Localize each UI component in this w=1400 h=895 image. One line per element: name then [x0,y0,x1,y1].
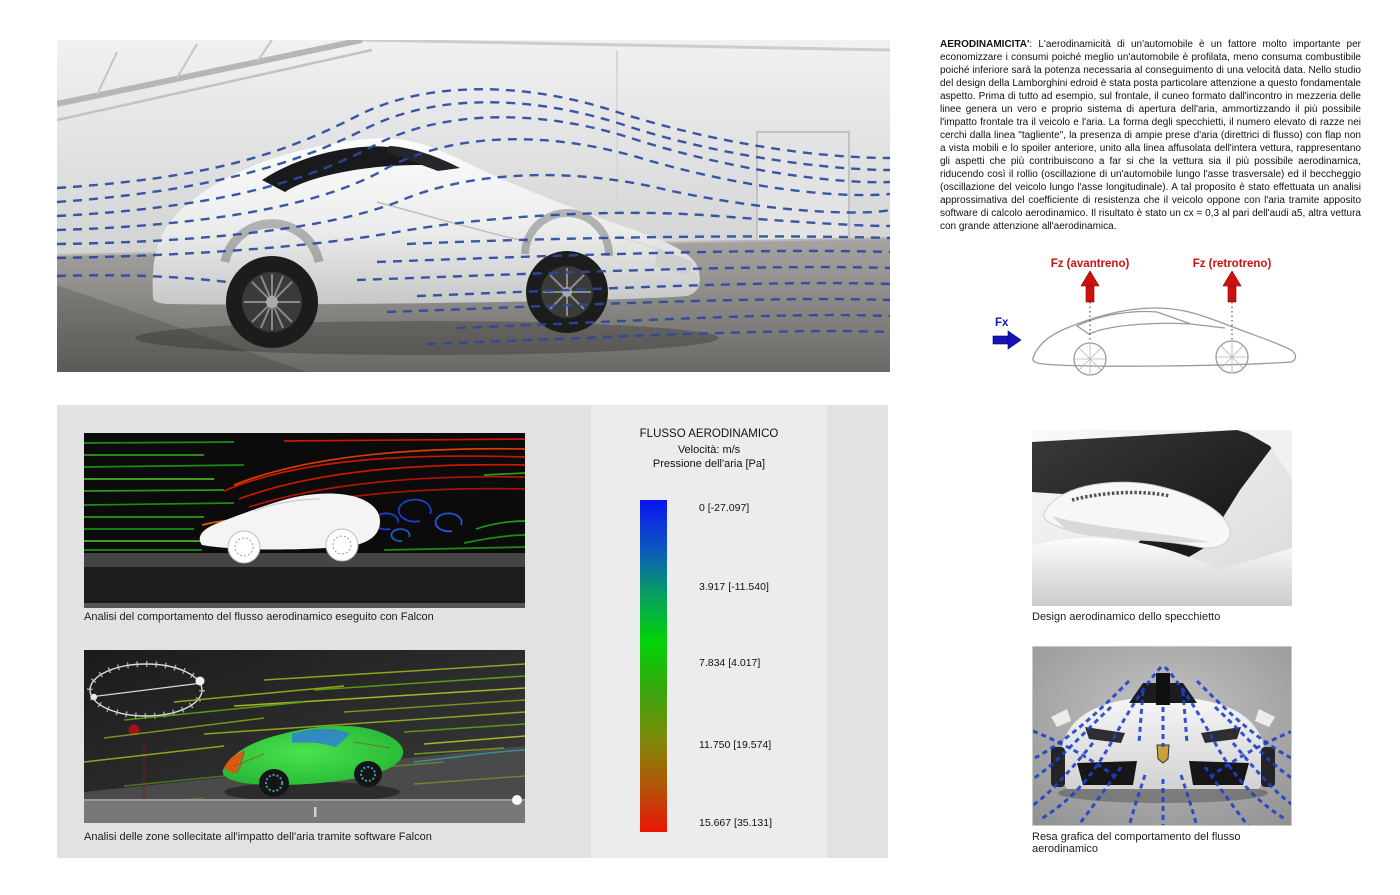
fx-arrow-icon [993,331,1021,349]
cfd-pressure-image [84,650,525,823]
gray-strip [827,405,888,858]
legend-tick: 11.750 [19.574] [699,739,772,751]
legend-title: FLUSSO AERODINAMICO [639,428,779,440]
caption-front-flow: Resa grafica del comportamento del flusso aerodinamico [1032,831,1241,855]
mirror-image [1032,430,1292,606]
rear-wheel [226,256,318,348]
fz-front-label: Fz (avantreno) [1050,258,1130,270]
caption-impact-zones: Analisi delle zone sollecitate all'impatto dell'aria tramite software Falcon [84,831,432,843]
front-flow-image [1032,646,1292,826]
fz-front-arrow-icon [1081,271,1099,302]
cfd-panel [57,405,591,858]
article-body: : L'aerodinamicità di un'automobile è un fattore molto importante per economizzare i consumi poiché meglio un'automobile è profilata, meno consuma combustibile poiché inferiore sarà la potenza necessaria al conseguimento di una velocità data. Nello studio del design della Lamborghini edroid è stata posta particolare attenzione a questo fondamentale aspetto. Prima di tutto ad esempio, sul frontale, il cuneo formato dall'incontro in mezzeria delle linee genera un vero e proprio sistema di apertura dell'aria, ammortizzando il più possibile l'impatto frontale tra il veicolo e l'aria. La forma degli specchietti, il numero elevato di razze nei cerchi dalla linea "tagliente", la presenza di ampie prese d'aria (direttrici di flusso) con flap non a vista mobili e lo spoiler anteriore, unito alla linea affusolata dell'intera vettura, rappresentano gli aspetti che più contribuiscono a far si che la vettura sia il più possibile aerodinamica, riducendo così il rollio (oscillazione di un'automobile lungo l'asse trasversale) ed il beccheggio (oscillazione del veicolo lungo l'asse longitudinale). A tal proposito è stato effettuata un analisi approssimativa del coefficiente di resistenza che il veicolo oppone con l'aria tramite apposito software di calcolo aerodinamico. Il risultato è stato un cx = 0,3 al pari dell'audi a5, altra vettura con grande attenzione all'aerodinamica. [940,39,1361,232]
caption-mirror: Design aerodinamico dello specchietto [1032,611,1221,623]
legend-subtitle-velocity: Velocità: m/s [677,444,741,456]
mirror-figure [1032,430,1292,623]
legend-subtitle-pressure: Pressione dell'aria [Pa] [652,458,766,470]
legend-tick: 3.917 [-11.540] [699,581,769,593]
legend-tick: 15.667 [35.131] [699,817,772,829]
hero-render-svg [57,40,890,372]
fz-rear-arrow-icon [1223,271,1241,302]
legend-panel [591,405,827,858]
viewport-toolbar [84,795,525,823]
article-text [940,38,1361,260]
legend-tick: 7.834 [4.017] [699,657,761,669]
cfd-flow-image [84,433,525,608]
car-sketch [1033,308,1296,375]
fx-label: Fx [995,317,1009,329]
hero-image [57,40,890,372]
article-lead: AERODINAMICITA' [940,39,1030,50]
front-wheel [526,251,608,333]
legend-tick: 0 [-27.097] [699,502,750,514]
fz-rear-label: Fz (retrotreno) [1192,258,1272,270]
caption-flow-analysis: Analisi del comportamento del flusso aerodinamico eseguito con Falcon [84,611,434,623]
force-diagram [985,258,1330,385]
legend-color-bar [640,500,667,832]
front-flow-figure [1032,646,1292,855]
